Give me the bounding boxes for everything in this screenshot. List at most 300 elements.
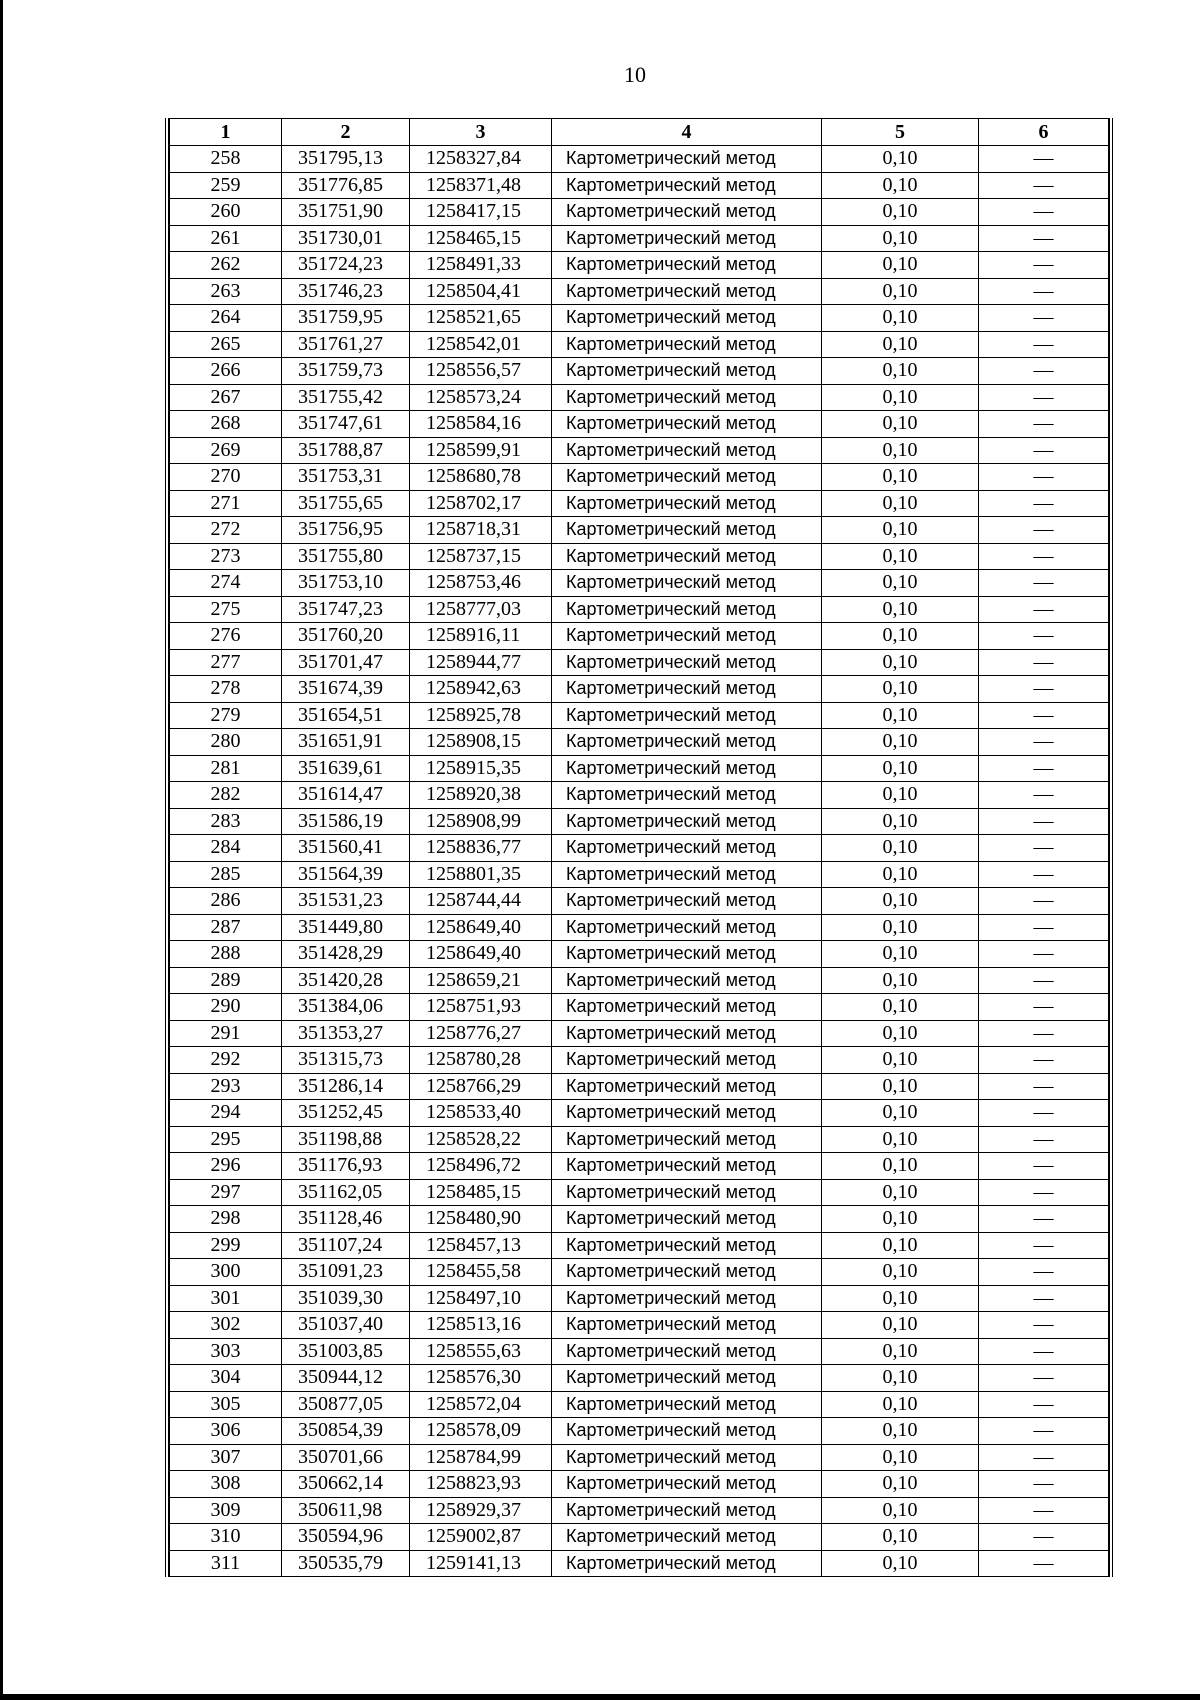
x-coordinate-cell: 350854,39 (282, 1418, 410, 1445)
accuracy-cell: 0,10 (822, 278, 979, 305)
table-row (170, 1020, 1109, 1047)
y-coordinate-cell: 1258497,10 (410, 1285, 552, 1312)
x-coordinate-cell: 351761,27 (282, 331, 410, 358)
description-cell: — (979, 1524, 1109, 1551)
method-cell: Картометрический метод (552, 967, 822, 994)
point-number-cell: 274 (170, 570, 282, 597)
x-coordinate-cell: 351198,88 (282, 1126, 410, 1153)
y-coordinate-cell: 1258944,77 (410, 649, 552, 676)
x-coordinate-cell: 350594,96 (282, 1524, 410, 1551)
method-cell: Картометрический метод (552, 464, 822, 491)
method-cell: Картометрический метод (552, 1471, 822, 1498)
point-number-cell: 280 (170, 729, 282, 756)
table-row (170, 543, 1109, 570)
accuracy-cell: 0,10 (822, 146, 979, 173)
point-number-cell: 294 (170, 1100, 282, 1127)
x-coordinate-cell: 351730,01 (282, 225, 410, 252)
table-row (170, 649, 1109, 676)
y-coordinate-cell: 1258542,01 (410, 331, 552, 358)
point-number-cell: 311 (170, 1550, 282, 1577)
method-cell: Картометрический метод (552, 623, 822, 650)
y-coordinate-cell: 1258766,29 (410, 1073, 552, 1100)
x-coordinate-cell: 351795,13 (282, 146, 410, 173)
accuracy-cell: 0,10 (822, 1259, 979, 1286)
description-cell: — (979, 1153, 1109, 1180)
table-row (170, 1100, 1109, 1127)
x-coordinate-cell: 351651,91 (282, 729, 410, 756)
point-number-cell: 298 (170, 1206, 282, 1233)
point-number-cell: 266 (170, 358, 282, 385)
table-row (170, 1259, 1109, 1286)
point-number-cell: 271 (170, 490, 282, 517)
accuracy-cell: 0,10 (822, 1338, 979, 1365)
header-cell: 1 (170, 119, 282, 146)
method-cell: Картометрический метод (552, 1418, 822, 1445)
coordinates-table (169, 118, 1109, 1577)
point-number-cell: 288 (170, 941, 282, 968)
table-row (170, 1153, 1109, 1180)
point-number-cell: 272 (170, 517, 282, 544)
accuracy-cell: 0,10 (822, 941, 979, 968)
accuracy-cell: 0,10 (822, 808, 979, 835)
description-cell: — (979, 1047, 1109, 1074)
method-cell: Картометрический метод (552, 225, 822, 252)
method-cell: Картометрический метод (552, 808, 822, 835)
x-coordinate-cell: 351252,45 (282, 1100, 410, 1127)
point-number-cell: 269 (170, 437, 282, 464)
x-coordinate-cell: 350877,05 (282, 1391, 410, 1418)
y-coordinate-cell: 1258521,65 (410, 305, 552, 332)
description-cell: — (979, 835, 1109, 862)
point-number-cell: 261 (170, 225, 282, 252)
point-number-cell: 263 (170, 278, 282, 305)
accuracy-cell: 0,10 (822, 543, 979, 570)
point-number-cell: 289 (170, 967, 282, 994)
x-coordinate-cell: 351420,28 (282, 967, 410, 994)
description-cell: — (979, 1100, 1109, 1127)
method-cell: Картометрический метод (552, 1179, 822, 1206)
y-coordinate-cell: 1258584,16 (410, 411, 552, 438)
table-row (170, 914, 1109, 941)
y-coordinate-cell: 1258496,72 (410, 1153, 552, 1180)
x-coordinate-cell: 351759,73 (282, 358, 410, 385)
y-coordinate-cell: 1258942,63 (410, 676, 552, 703)
header-cell: 3 (410, 119, 552, 146)
method-cell: Картометрический метод (552, 914, 822, 941)
method-cell: Картометрический метод (552, 755, 822, 782)
point-number-cell: 265 (170, 331, 282, 358)
table-row (170, 729, 1109, 756)
y-coordinate-cell: 1258649,40 (410, 941, 552, 968)
method-cell: Картометрический метод (552, 994, 822, 1021)
method-cell: Картометрический метод (552, 1444, 822, 1471)
point-number-cell: 275 (170, 596, 282, 623)
accuracy-cell: 0,10 (822, 1206, 979, 1233)
description-cell: — (979, 570, 1109, 597)
table-row (170, 1312, 1109, 1339)
description-cell: — (979, 1444, 1109, 1471)
accuracy-cell: 0,10 (822, 888, 979, 915)
point-number-cell: 285 (170, 861, 282, 888)
y-coordinate-cell: 1258457,13 (410, 1232, 552, 1259)
accuracy-cell: 0,10 (822, 490, 979, 517)
point-number-cell: 295 (170, 1126, 282, 1153)
x-coordinate-cell: 351788,87 (282, 437, 410, 464)
method-cell: Картометрический метод (552, 1153, 822, 1180)
description-cell: — (979, 994, 1109, 1021)
table-row (170, 994, 1109, 1021)
point-number-cell: 300 (170, 1259, 282, 1286)
point-number-cell: 264 (170, 305, 282, 332)
table-row (170, 384, 1109, 411)
accuracy-cell: 0,10 (822, 1497, 979, 1524)
table-row (170, 1285, 1109, 1312)
y-coordinate-cell: 1258659,21 (410, 967, 552, 994)
point-number-cell: 268 (170, 411, 282, 438)
table-row (170, 172, 1109, 199)
method-cell: Картометрический метод (552, 782, 822, 809)
x-coordinate-cell: 350944,12 (282, 1365, 410, 1392)
y-coordinate-cell: 1258920,38 (410, 782, 552, 809)
point-number-cell: 276 (170, 623, 282, 650)
table-row (170, 596, 1109, 623)
y-coordinate-cell: 1258576,30 (410, 1365, 552, 1392)
accuracy-cell: 0,10 (822, 1020, 979, 1047)
table-row (170, 861, 1109, 888)
x-coordinate-cell: 351674,39 (282, 676, 410, 703)
table-row (170, 676, 1109, 703)
description-cell: — (979, 1206, 1109, 1233)
x-coordinate-cell: 351037,40 (282, 1312, 410, 1339)
x-coordinate-cell: 351564,39 (282, 861, 410, 888)
scan-left-edge (0, 0, 3, 1700)
accuracy-cell: 0,10 (822, 1365, 979, 1392)
table-row (170, 755, 1109, 782)
description-cell: — (979, 517, 1109, 544)
x-coordinate-cell: 351724,23 (282, 252, 410, 279)
point-number-cell: 293 (170, 1073, 282, 1100)
description-cell: — (979, 1259, 1109, 1286)
method-cell: Картометрический метод (552, 305, 822, 332)
point-number-cell: 290 (170, 994, 282, 1021)
x-coordinate-cell: 350701,66 (282, 1444, 410, 1471)
table-row (170, 1550, 1109, 1577)
method-cell: Картометрический метод (552, 517, 822, 544)
method-cell: Картометрический метод (552, 490, 822, 517)
description-cell: — (979, 305, 1109, 332)
accuracy-cell: 0,10 (822, 861, 979, 888)
x-coordinate-cell: 351107,24 (282, 1232, 410, 1259)
method-cell: Картометрический метод (552, 1259, 822, 1286)
accuracy-cell: 0,10 (822, 1391, 979, 1418)
method-cell: Картометрический метод (552, 384, 822, 411)
description-cell: — (979, 1391, 1109, 1418)
y-coordinate-cell: 1258823,93 (410, 1471, 552, 1498)
x-coordinate-cell: 351091,23 (282, 1259, 410, 1286)
description-cell: — (979, 1020, 1109, 1047)
description-cell: — (979, 755, 1109, 782)
accuracy-cell: 0,10 (822, 172, 979, 199)
x-coordinate-cell: 351753,10 (282, 570, 410, 597)
y-coordinate-cell: 1258572,04 (410, 1391, 552, 1418)
description-cell: — (979, 1126, 1109, 1153)
coordinates-table-frame (165, 118, 1113, 1577)
accuracy-cell: 0,10 (822, 1550, 979, 1577)
description-cell: — (979, 861, 1109, 888)
method-cell: Картометрический метод (552, 676, 822, 703)
description-cell: — (979, 252, 1109, 279)
table-row (170, 252, 1109, 279)
accuracy-cell: 0,10 (822, 1285, 979, 1312)
table-row (170, 1126, 1109, 1153)
accuracy-cell: 0,10 (822, 914, 979, 941)
y-coordinate-cell: 1258528,22 (410, 1126, 552, 1153)
point-number-cell: 307 (170, 1444, 282, 1471)
description-cell: — (979, 225, 1109, 252)
point-number-cell: 299 (170, 1232, 282, 1259)
point-number-cell: 281 (170, 755, 282, 782)
table-row (170, 1179, 1109, 1206)
accuracy-cell: 0,10 (822, 464, 979, 491)
method-cell: Картометрический метод (552, 437, 822, 464)
table-row (170, 437, 1109, 464)
point-number-cell: 308 (170, 1471, 282, 1498)
description-cell: — (979, 1338, 1109, 1365)
y-coordinate-cell: 1258533,40 (410, 1100, 552, 1127)
y-coordinate-cell: 1258480,90 (410, 1206, 552, 1233)
x-coordinate-cell: 351315,73 (282, 1047, 410, 1074)
accuracy-cell: 0,10 (822, 199, 979, 226)
x-coordinate-cell: 351560,41 (282, 835, 410, 862)
accuracy-cell: 0,10 (822, 1444, 979, 1471)
method-cell: Картометрический метод (552, 888, 822, 915)
x-coordinate-cell: 351755,65 (282, 490, 410, 517)
description-cell: — (979, 1365, 1109, 1392)
method-cell: Картометрический метод (552, 649, 822, 676)
y-coordinate-cell: 1258485,15 (410, 1179, 552, 1206)
y-coordinate-cell: 1258504,41 (410, 278, 552, 305)
header-cell: 6 (979, 119, 1109, 146)
y-coordinate-cell: 1258455,58 (410, 1259, 552, 1286)
method-cell: Картометрический метод (552, 596, 822, 623)
description-cell: — (979, 1312, 1109, 1339)
y-coordinate-cell: 1258836,77 (410, 835, 552, 862)
description-cell: — (979, 702, 1109, 729)
point-number-cell: 305 (170, 1391, 282, 1418)
y-coordinate-cell: 1258491,33 (410, 252, 552, 279)
description-cell: — (979, 649, 1109, 676)
method-cell: Картометрический метод (552, 1020, 822, 1047)
x-coordinate-cell: 351701,47 (282, 649, 410, 676)
table-row (170, 1073, 1109, 1100)
method-cell: Картометрический метод (552, 172, 822, 199)
point-number-cell: 306 (170, 1418, 282, 1445)
point-number-cell: 277 (170, 649, 282, 676)
description-cell: — (979, 729, 1109, 756)
y-coordinate-cell: 1258908,99 (410, 808, 552, 835)
table-row (170, 305, 1109, 332)
point-number-cell: 296 (170, 1153, 282, 1180)
method-cell: Картометрический метод (552, 729, 822, 756)
table-row (170, 490, 1109, 517)
y-coordinate-cell: 1258776,27 (410, 1020, 552, 1047)
description-cell: — (979, 331, 1109, 358)
point-number-cell: 302 (170, 1312, 282, 1339)
accuracy-cell: 0,10 (822, 1126, 979, 1153)
method-cell: Картометрический метод (552, 1365, 822, 1392)
accuracy-cell: 0,10 (822, 437, 979, 464)
accuracy-cell: 0,10 (822, 1524, 979, 1551)
point-number-cell: 278 (170, 676, 282, 703)
table-row (170, 1471, 1109, 1498)
description-cell: — (979, 437, 1109, 464)
x-coordinate-cell: 350662,14 (282, 1471, 410, 1498)
method-cell: Картометрический метод (552, 835, 822, 862)
header-cell: 4 (552, 119, 822, 146)
description-cell: — (979, 1497, 1109, 1524)
accuracy-cell: 0,10 (822, 1312, 979, 1339)
accuracy-cell: 0,10 (822, 596, 979, 623)
method-cell: Картометрический метод (552, 941, 822, 968)
y-coordinate-cell: 1258327,84 (410, 146, 552, 173)
x-coordinate-cell: 351384,06 (282, 994, 410, 1021)
description-cell: — (979, 967, 1109, 994)
description-cell: — (979, 888, 1109, 915)
description-cell: — (979, 1418, 1109, 1445)
point-number-cell: 303 (170, 1338, 282, 1365)
accuracy-cell: 0,10 (822, 835, 979, 862)
method-cell: Картометрический метод (552, 543, 822, 570)
x-coordinate-cell: 351353,27 (282, 1020, 410, 1047)
x-coordinate-cell: 351039,30 (282, 1285, 410, 1312)
point-number-cell: 286 (170, 888, 282, 915)
x-coordinate-cell: 351003,85 (282, 1338, 410, 1365)
y-coordinate-cell: 1258680,78 (410, 464, 552, 491)
accuracy-cell: 0,10 (822, 570, 979, 597)
y-coordinate-cell: 1258578,09 (410, 1418, 552, 1445)
table-row (170, 1418, 1109, 1445)
y-coordinate-cell: 1258371,48 (410, 172, 552, 199)
x-coordinate-cell: 351449,80 (282, 914, 410, 941)
y-coordinate-cell: 1258777,03 (410, 596, 552, 623)
table-row (170, 808, 1109, 835)
accuracy-cell: 0,10 (822, 649, 979, 676)
description-cell: — (979, 808, 1109, 835)
point-number-cell: 301 (170, 1285, 282, 1312)
y-coordinate-cell: 1258801,35 (410, 861, 552, 888)
description-cell: — (979, 172, 1109, 199)
accuracy-cell: 0,10 (822, 782, 979, 809)
y-coordinate-cell: 1258916,11 (410, 623, 552, 650)
x-coordinate-cell: 351755,42 (282, 384, 410, 411)
table-header-row (170, 119, 1109, 146)
table-row (170, 411, 1109, 438)
table-body (170, 146, 1109, 1577)
point-number-cell: 282 (170, 782, 282, 809)
x-coordinate-cell: 351747,23 (282, 596, 410, 623)
x-coordinate-cell: 351639,61 (282, 755, 410, 782)
header-cell: 2 (282, 119, 410, 146)
method-cell: Картометрический метод (552, 278, 822, 305)
table-row (170, 570, 1109, 597)
method-cell: Картометрический метод (552, 1232, 822, 1259)
point-number-cell: 267 (170, 384, 282, 411)
y-coordinate-cell: 1258780,28 (410, 1047, 552, 1074)
x-coordinate-cell: 351162,05 (282, 1179, 410, 1206)
point-number-cell: 304 (170, 1365, 282, 1392)
table-row (170, 225, 1109, 252)
x-coordinate-cell: 351746,23 (282, 278, 410, 305)
accuracy-cell: 0,10 (822, 1100, 979, 1127)
method-cell: Картометрический метод (552, 331, 822, 358)
accuracy-cell: 0,10 (822, 331, 979, 358)
accuracy-cell: 0,10 (822, 994, 979, 1021)
method-cell: Картометрический метод (552, 358, 822, 385)
table-row (170, 1232, 1109, 1259)
method-cell: Картометрический метод (552, 1524, 822, 1551)
method-cell: Картометрический метод (552, 1391, 822, 1418)
y-coordinate-cell: 1259002,87 (410, 1524, 552, 1551)
description-cell: — (979, 1179, 1109, 1206)
table-row (170, 1047, 1109, 1074)
accuracy-cell: 0,10 (822, 225, 979, 252)
x-coordinate-cell: 351286,14 (282, 1073, 410, 1100)
accuracy-cell: 0,10 (822, 1418, 979, 1445)
point-number-cell: 262 (170, 252, 282, 279)
method-cell: Картометрический метод (552, 1047, 822, 1074)
y-coordinate-cell: 1258555,63 (410, 1338, 552, 1365)
description-cell: — (979, 199, 1109, 226)
accuracy-cell: 0,10 (822, 623, 979, 650)
table-row (170, 1524, 1109, 1551)
table-row (170, 702, 1109, 729)
table-row (170, 1206, 1109, 1233)
y-coordinate-cell: 1258702,17 (410, 490, 552, 517)
table-row (170, 199, 1109, 226)
x-coordinate-cell: 351751,90 (282, 199, 410, 226)
point-number-cell: 287 (170, 914, 282, 941)
x-coordinate-cell: 351614,47 (282, 782, 410, 809)
x-coordinate-cell: 351747,61 (282, 411, 410, 438)
point-number-cell: 279 (170, 702, 282, 729)
method-cell: Картометрический метод (552, 411, 822, 438)
description-cell: — (979, 278, 1109, 305)
x-coordinate-cell: 351428,29 (282, 941, 410, 968)
y-coordinate-cell: 1258908,15 (410, 729, 552, 756)
x-coordinate-cell: 350535,79 (282, 1550, 410, 1577)
x-coordinate-cell: 351759,95 (282, 305, 410, 332)
y-coordinate-cell: 1258784,99 (410, 1444, 552, 1471)
point-number-cell: 297 (170, 1179, 282, 1206)
table-row (170, 517, 1109, 544)
accuracy-cell: 0,10 (822, 1153, 979, 1180)
table-row (170, 331, 1109, 358)
accuracy-cell: 0,10 (822, 384, 979, 411)
y-coordinate-cell: 1258465,15 (410, 225, 552, 252)
description-cell: — (979, 543, 1109, 570)
x-coordinate-cell: 351176,93 (282, 1153, 410, 1180)
table-row (170, 623, 1109, 650)
description-cell: — (979, 914, 1109, 941)
x-coordinate-cell: 351776,85 (282, 172, 410, 199)
description-cell: — (979, 1232, 1109, 1259)
description-cell: — (979, 941, 1109, 968)
description-cell: — (979, 411, 1109, 438)
point-number-cell: 292 (170, 1047, 282, 1074)
y-coordinate-cell: 1258744,44 (410, 888, 552, 915)
description-cell: — (979, 384, 1109, 411)
point-number-cell: 270 (170, 464, 282, 491)
